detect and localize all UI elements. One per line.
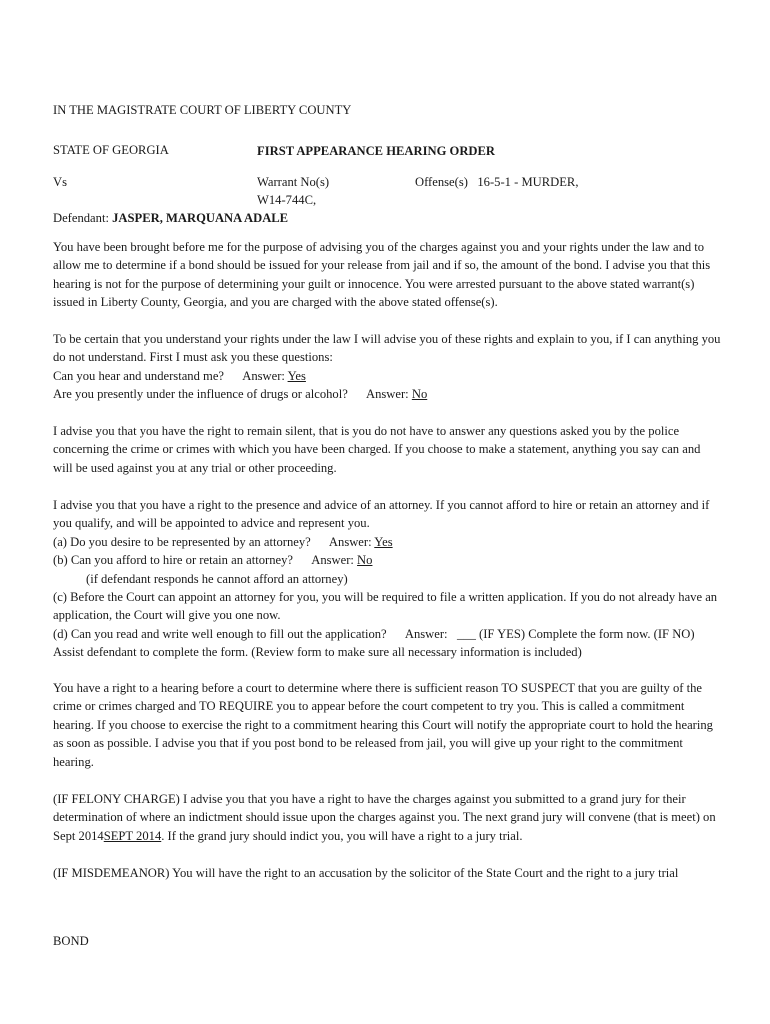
questions-intro: To be certain that you understand your rights under the law I will advise you of these rights and explain to you, if I can anything you do not understand. First I must ask you these questions:: [53, 332, 721, 365]
defendant-line: [53, 209, 288, 227]
defendant-name: JASPER, MARQUANA ADALE: [112, 211, 289, 225]
commitment-paragraph: [53, 679, 721, 771]
felony-text: (IF FELONY CHARGE) I advise you that you have a right to have the charges against you submitted to a grand jury for their determination of where an indictment should issue upon the charges against you. The next grand jury will convene (that is meet) on Sept 2014SEPT 2014. If the grand jury should indict you, you will have a right to a jury trial.: [53, 792, 716, 843]
silence-text: I advise you that you have the right to remain silent, that is you do not have to answer any questions asked you by the police concerning the crime or crimes with which you have been charged. If you choose to make a statement, anything you say can and will be used against you at any trial or other proceeding.: [53, 424, 701, 475]
silence-paragraph: [53, 422, 721, 477]
warrant-number: W14-744C,: [257, 193, 317, 207]
misdemeanor-paragraph: [53, 863, 721, 884]
question-d: (d) Can you read and write well enough to fill out the application? Answer: ___ (IF YES) Complete the form now. (IF NO) Assist defendant to complete the form. (Review form to make sure all necessary information is included): [53, 626, 695, 660]
attorney-paragraph: [53, 496, 721, 662]
answer-influence: No: [411, 387, 428, 402]
state-label: STATE OF GEORGIA: [53, 143, 169, 157]
answer-b: No: [357, 553, 373, 568]
felony-paragraph: [53, 790, 721, 845]
offense-value: 16-5-1 - MURDER,: [477, 175, 579, 189]
offense-label: Offense(s): [415, 175, 468, 189]
grand-jury-date: SEPT 2014: [103, 828, 162, 843]
commitment-text: You have a right to a hearing before a court to determine where there is sufficient reason TO SUSPECT that you are guilty of the crime or crimes charged and TO REQUIRE you to appear before the court competent to try you. This is called a commitment hearing. If you choose to exercise the right to a commitment hearing this Court will notify the appropriate court to hold the hearing as soon as possible. I advise you that if you post bond to be released from jail, you will give up your right to the commitment hearing.: [53, 681, 713, 769]
court-heading: IN THE MAGISTRATE COURT OF LIBERTY COUNTY: [53, 103, 352, 117]
offense-line: [415, 173, 578, 191]
purpose-text: You have been brought before me for the purpose of advising you of the charges against you and your rights under the law and to allow me to determine if a bond should be issued for your release from jail and if so, the amount of the bond. I advise you that this hearing is not for the purpose of determining your guilt or innocence. You were arrested pursuant to the above stated warrant(s) issued in Liberty County, Georgia, and you are charged with the above stated offense(s).: [53, 240, 711, 310]
answer-a: Yes: [374, 534, 393, 549]
misdemeanor-text: (IF MISDEMEANOR) You will have the right to an accusation by the solicitor of the State Court and the right to a jury trial: [53, 866, 679, 880]
warrant-label: Warrant No(s): [257, 175, 330, 189]
order-title: FIRST APPEARANCE HEARING ORDER: [257, 144, 496, 158]
versus-label: Vs: [53, 175, 67, 189]
bond-heading: BOND: [53, 934, 89, 948]
question-b-note: (if defendant responds he cannot afford an attorney): [86, 571, 348, 586]
question-hear: Can you hear and understand me? Answer: Yes: [53, 368, 306, 383]
question-a: (a) Do you desire to be represented by an attorney? Answer: Yes: [53, 534, 393, 549]
answer-d-blank: ___: [456, 626, 476, 641]
questions-paragraph: [53, 330, 721, 404]
defendant-label: Defendant:: [53, 211, 109, 225]
question-influence: Are you presently under the influence of drugs or alcohol? Answer: No: [53, 387, 428, 402]
attorney-intro: I advise you that you have a right to the presence and advice of an attorney. If you cannot afford to hire or retain an attorney and if you qualify, and will be appointed to advice and represent you.: [53, 498, 710, 531]
question-c: (c) Before the Court can appoint an attorney for you, you will be required to file a written application. If you do not already have an application, the Court will give you one now.: [53, 590, 718, 623]
question-b: (b) Can you afford to hire or retain an attorney? Answer: No: [53, 553, 373, 568]
answer-hear: Yes: [287, 368, 306, 383]
purpose-paragraph: [53, 238, 721, 312]
